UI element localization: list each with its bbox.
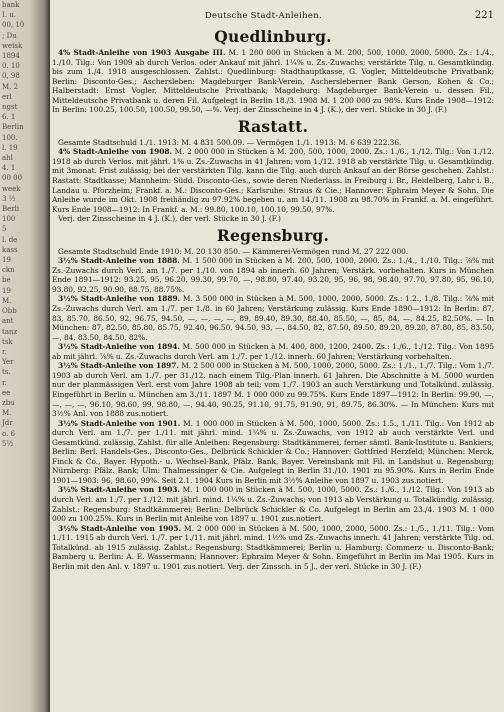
left-page-line: Obb bbox=[2, 307, 17, 316]
bond-paragraph bbox=[52, 147, 494, 214]
bond-text: M. 500 000 in Stücken à M. 400, 800, 1200, 2400. Zs.: 1./6., 1./12. Tilg.: Von 1895 ab mit jährl. ⅞% u. Zs.-Zuwachs durch Verl. am 1./7. per 1./12. innerh. 60 Jahren; Verstärkung vorbehalten. bbox=[52, 342, 494, 361]
left-page-line: M, 2 bbox=[2, 82, 19, 91]
bond-text: M. 1 500 000 in Stücken à M. 200, 500, 1000, 2000. Zs.: 1./4., 1./10. Tilg.: ⅞% mit Zs.-Zuwachs durch Verl. am 1./7. per 1./10. von 1894 ab innerh. 60 Jahren; Verstärk. vorbehalten. Kurs in München Ende 1891—1912: 93.25, 95, 96.20, 99.30, 99.70, —, 98.80, 97.40, 93.20, 95, 96, 98, 98.40, 97.70, 97.80, 95, 96.10, 93.80, 92.25, 90.90, 88.75, 88.75%. bbox=[52, 256, 494, 294]
left-page-line: r. bbox=[2, 378, 7, 387]
left-page-line: be bbox=[2, 276, 11, 285]
city-section bbox=[52, 28, 494, 115]
bond-title: 3½% Stadt-Anleihe von 1889. bbox=[58, 294, 181, 304]
section-title: Rastatt. bbox=[237, 116, 309, 136]
city-section bbox=[52, 118, 494, 224]
left-page-line: 100. bbox=[2, 133, 18, 142]
bond-paragraph bbox=[52, 256, 494, 294]
left-page-line: r. bbox=[2, 347, 7, 356]
bond-text: M. 3 500 000 in Stücken à M. 500, 1000, 2000, 5000. Zs.: 1.2., 1./8. Tilg.: ⅞% mit Zs.-Zuwachs durch Verl. am 1./7. per 1./8. in 60 Jahren; Verstärkung zulässig. Kurs Ende 1890—1912: In Berlin: 87, 83, 85.70, 86.50, 92, 96.75, 94.50, —, —, —, —, 89, 89.40, 89.30, 88.40, 85.50, —, 85, 84, —, 84.25, 82.50%. — In München: 87, 82.50, 85.80, 85.75, 92.40, 96.50, 94.50, 93, —, 84.50, 82, 87.50, 89.50, 89.20, 89.20, 87.80, 85, 83.50, —, 84, 83.50, 84.50, 82%. bbox=[52, 294, 494, 342]
bond-text: M. 1 000 000 in Stücken à M. 500, 1000, 5000. Zs.: 1.5., 1./11. Tilg.: Von 1912 ab durch Verl. am 1./7. per 1./11. mit jährl. mind. 1¼% u. Zs.-Zuwachs, von 1912 ab auch verstärkte Verl. und Gesamtkünd. zulässig. Zahlst. für alle Anleihen: Regensburg: Stadtkämmerei, ferner sämtl. Bank-Institute u. Bankiers; Berlin: Berl. Handels-Ges., Disconto-Ges., Delbrück Schickler & Co.; Hannover: Gottfried Herzfeld; München: Merck, Finck & Co., Bayer. Hypoth.- u. Wechsel-Bank, Pfälz. Bank, Bayer. Vereinsbank mit Fil. in Landshut u. Regensburg; Nürnberg: Pfälz. Bank; Ulm: Thalmessinger & Cie. Aufgelegt in Berlin 31./10. 1901 zu 95.90%. Kurs in Berlin Ende 1901—1903: 96, 98.60, 99%. Seit 2.1. 1904 Kurs in Berlin mit 3½% Anleihe von 1897 u. 1903 zus.notiert. bbox=[52, 418, 494, 485]
bond-paragraph bbox=[52, 294, 494, 342]
left-page-line: M. bbox=[2, 296, 12, 305]
bond-text: M. 2 000 000 in Stücken à M. 500, 1000, 2000, 5000. Zs.: 1./5., 1./11. Tilg.: Vom 1./11. 1915 ab durch Verl. 1./7. per 1./11. mit jährl. mind. 1½% und Zs.-Zuwachs innerh. 41 Jahren; verstärkte Tilg. od. Totalkünd. ab 1915 zulässig. Zahlst.: Regensburg: Stadtkämmerei; Berlin u. Hamburg: Commerz- u. Disconto-Bank; Bamberg u. Berlin: A. E. Wassermann; Hannover: Ephraim Meyer & Sohn. Eingeführt in Berlin im Mai 1905. Kurs in Berlin mit den Anl. v. 1897 u. 1901 zus.notiert. Verj. der Zinssch. in 5 J., der verl. Stücke in 30 J. (F.) bbox=[52, 523, 494, 571]
left-page-line: Jdr bbox=[2, 419, 13, 428]
left-page-line: ; Du bbox=[2, 31, 17, 40]
left-page-line: 19 bbox=[2, 256, 11, 265]
left-page-line: I. u. bbox=[2, 11, 16, 20]
page-content bbox=[52, 28, 494, 571]
left-page-line: tsk bbox=[2, 337, 13, 346]
left-page-line: ngst bbox=[2, 103, 18, 112]
left-page-line: 19 bbox=[2, 286, 11, 295]
bond-text: Verj. der Zinsscheine in 4 J. (K.), der verl. Stücke in 30 J. (F.) bbox=[58, 214, 281, 224]
bond-title: 3½% Stadt-Anleihe von 1901. bbox=[58, 418, 181, 428]
left-page-line: 6. 1 bbox=[2, 113, 16, 122]
bond-paragraph bbox=[52, 342, 494, 361]
left-page-line: 00, 10 bbox=[2, 21, 25, 30]
left-page-line: ts. bbox=[2, 368, 11, 377]
left-page-line: 5 bbox=[2, 225, 7, 234]
page-number: 221 bbox=[474, 10, 494, 21]
page-header bbox=[52, 10, 494, 22]
left-page-line: Yer bbox=[2, 358, 14, 367]
left-page-line: 3 ½ bbox=[2, 194, 16, 203]
section-title: Quedlinburg. bbox=[214, 27, 332, 46]
left-page-line: ant bbox=[2, 317, 14, 326]
bond-paragraph bbox=[52, 138, 494, 148]
left-page-line: 4. 1 bbox=[2, 164, 16, 173]
bond-title: 3½% Stadt-Anleihe von 1894. bbox=[58, 342, 180, 352]
left-page-line: bank bbox=[2, 1, 20, 9]
left-page-line: tanz bbox=[2, 327, 18, 336]
bond-title: 4% Stadt-Anleihe von 1908. bbox=[58, 147, 172, 157]
section-title: Regensburg. bbox=[216, 225, 330, 245]
left-page-line: 1894 bbox=[2, 52, 20, 61]
bond-text: M. 1 000 000 in Stücken à M. 500, 1000, 5000. Zs.: 1./6., 1./12. Tilg.: Von 1913 ab durch Verl. am 1./7. per 1./12. mit jährl. mind. 1¼% u. Zs.-Zuwachs; von 1913 ab Verstärkung u. Totalkündig. zulässig. Zahlst.: Regensburg: Stadtkämmerei; Berlin: Delbrück Schickler & Co. Aufgelegt in Berlin am 23./4. 1903 M. 1 000 000 zu 100.25%. Kurs in Berlin mit Anleihe von 1897 u. 1901 zus.notiert. bbox=[52, 485, 494, 524]
left-page-line: l. de bbox=[2, 235, 18, 244]
bond-text: Gesamte Stadtschuld Ende 1910: M. 20 130 850. — Kämmerei-Vermögen rund M. 27 222 000. bbox=[58, 246, 409, 256]
running-title: Deutsche Stadt-Anleihen. bbox=[204, 11, 322, 21]
left-page-line: M. bbox=[2, 409, 12, 418]
left-page-line: 00 00 bbox=[2, 174, 23, 183]
left-page-line: weisk bbox=[2, 41, 23, 50]
bond-paragraph bbox=[52, 214, 494, 224]
left-page-line: ee bbox=[2, 388, 11, 397]
left-page-line: zbu bbox=[2, 398, 15, 407]
left-page-line: l. 19 bbox=[2, 143, 18, 152]
left-page-line: week bbox=[2, 184, 21, 193]
left-page-line: 0. 10 bbox=[2, 62, 20, 71]
left-page-line: kass bbox=[2, 245, 18, 254]
bond-paragraph bbox=[52, 524, 494, 572]
left-page-line: Berli bbox=[2, 205, 20, 214]
bond-title: 4% Stadt-Anleihe von 1903 Ausgabe III. bbox=[58, 48, 226, 57]
left-page-line: 100 bbox=[2, 215, 16, 224]
bond-paragraph bbox=[52, 361, 494, 418]
bond-text: M. 2 500 000 in Stücken à M. 500, 1000, 2000, 5000. Zs.: 1./1., 1./7. Tilg.: Vom 1./7. 1903 ab durch Verl. am 1./7. per 31./12. nach einem Tilg.-Plan innerh. 61 Jahren. Die Abschnitte à M. 5000 wurden nur der planmässigen Verl. erst vom Jahre 1908 ab teil; vom 1./7. 1903 an auch Verstärkung und Totalkünd. zulässig. Eingeführt in Berlin u. München am 3./11. 1897 M. 1 000 000 zu 99.75%. Kurs Ende 1897—1912: In Berlin: 99.90, —, —, —, —, 96.10, 98.60, 99, 98.80, —, 94.40, 90.25, 91.10, 91.75, 91.90, 91, 89.75, 86.30%. — In München: Kurs mit 3½% Anl. von 1888 zus.notiert. bbox=[52, 361, 494, 419]
left-page-line: 5½ bbox=[2, 439, 14, 448]
city-section bbox=[52, 227, 494, 572]
left-page-line: ahl bbox=[2, 154, 13, 163]
left-page-line: 0, 98 bbox=[2, 72, 20, 81]
bond-title: 3½% Stadt-Anleihe von 1903. bbox=[58, 485, 180, 495]
bond-text: M. 2 000 000 in Stücken à M. 200, 500, 1000, 2000. Zs.: 1./6., 1./12. Tilg.: Von 1./12. 1918 ab durch Verlos. mit jährl. 1% u. Zs.-Zuwachs in 41 Jahren; vom 1./12. 1918 ab verstärkte Tilg. u. Gesamtkündig. mit 3monat. Frist zulässig; bei der verstärkten Tilg. kann die Tilg. auch durch Ankauf an der Börse geschehen. Zahlst.: Rastatt: Stadtkasse; Mannheim: Südd. Disconto-Ges., sowie deren Niederlass. in Freiburg i. Br., Heidelberg, Lahr i. B., Landau u. Pforzheim; Frankf. a. M.: Disconto-Ges.; Karlsruhe: Straus & Cie.; Hannover: Ephraim Meyer & Sohn. Die Anleihe wurde im Okt. 1908 freihändig zu 97.92% begeben u. am 14./11. 1908 zu 98.70% in Frankf. a. M. eingeführt. Kurs Ende 1908—1912: In Frankf. a. M.: 99.80, 100.10, 100.10, 99.50, 97%. bbox=[52, 147, 494, 214]
bond-text: Gesamte Stadtschuld 1./1. 1913: M. 4 831 500.09. — Vermögen 1./1. 1913: M. 6 639 222.36. bbox=[58, 137, 402, 147]
left-page-line: o. 6 bbox=[2, 429, 15, 438]
left-page-fragment bbox=[0, 0, 50, 712]
bond-paragraph bbox=[52, 247, 494, 257]
bond-paragraph bbox=[52, 485, 494, 523]
bond-title: 3½% Stadt-Anleihe von 1897. bbox=[58, 361, 179, 371]
left-page-line: ckn bbox=[2, 266, 15, 275]
bond-paragraph bbox=[52, 419, 494, 486]
bond-title: 3½% Stadt-Anleihe von 1888. bbox=[58, 256, 180, 266]
left-page-line: erl bbox=[2, 92, 12, 101]
left-page-line: Berlin bbox=[2, 123, 24, 132]
bond-title: 3½% Stadt-Anleihe von 1905. bbox=[58, 523, 181, 533]
bond-text: M. 1 200 000 in Stücken à M. 200, 500, 1000, 2000, 5000. Zs.: 1./4., 1./10. Tilg.: Von 1909 ab durch Verlos. oder Ankauf mit jährl. 1¼% u. Zs.-Zuwachs; verstärkte Tilg. u. Gesamtkündig. bis zum 1./4. 1918 ausgeschlossen. Zahlst.: Quedlinburg: Stadthauptkasse, G. Vogler, Mitteldeutsche Privatbank; Berlin: Disconto-Ges.; Aschersleben: Magdeburger Bank-Verein, Aschersleberner Bank Gerson, Kohen & Co.; Halberstadt: Ernst Vogler, Mitteldeutsche Privatbank; Magdeburg: Magdeburger Bank-Verein u. dessen Fil., Mitteldeutsche Privatbank u. deren Fil. Aufgelegt in Berlin 18./3. 1908 M. 1 200 000 zu 98%. Kurs Ende 1908—1912: In Berlin: 100.25, 100.50, 100.50, 99.50, —%. Verj. der Zinsscheine in 4 J. (K.), der verl. Stücke in 30 J. (F.) bbox=[52, 48, 494, 115]
document-page bbox=[52, 8, 494, 708]
bond-paragraph bbox=[52, 48, 494, 115]
